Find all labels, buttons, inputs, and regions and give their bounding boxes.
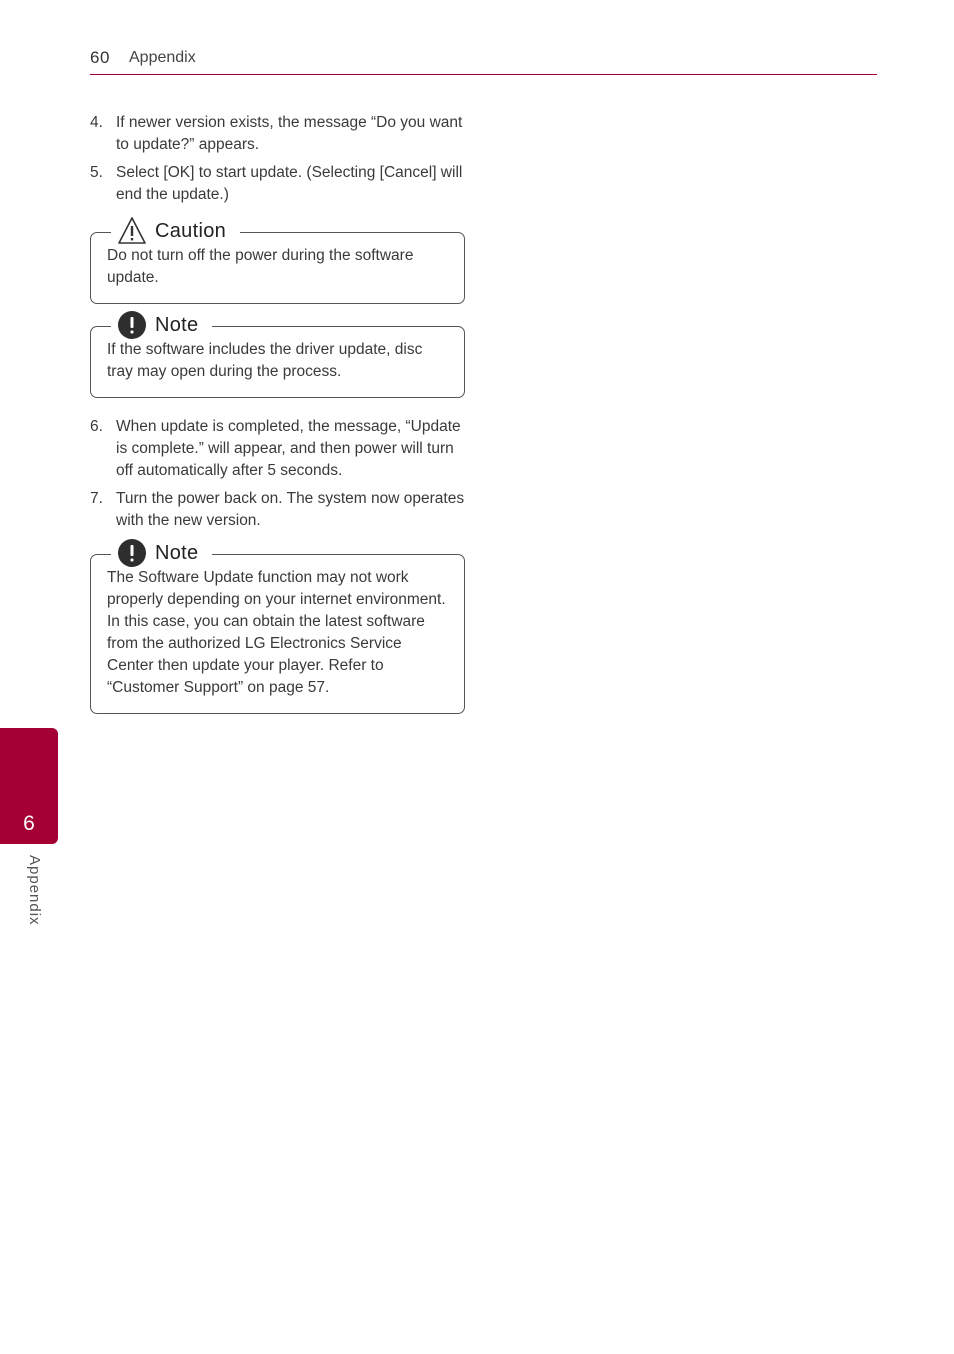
note-text: If the software includes the driver update, disc tray may open during the process.: [107, 341, 423, 380]
chapter-tab: [0, 728, 58, 844]
header-divider: [90, 74, 877, 75]
exclamation-circle-icon: [117, 310, 147, 340]
step-number: 7.: [90, 490, 103, 507]
list-item: [90, 416, 465, 482]
page-header: [90, 48, 877, 76]
step-number: 6.: [90, 418, 103, 435]
main-column: [90, 112, 465, 732]
section-title: Appendix: [129, 49, 196, 66]
caution-text: Do not turn off the power during the software update.: [107, 247, 414, 286]
list-item: [90, 112, 465, 156]
exclamation-circle-icon: [117, 538, 147, 568]
step-text: Turn the power back on. The system now operates with the new version.: [116, 490, 465, 529]
chapter-label: Appendix: [26, 855, 43, 926]
warning-triangle-icon: [117, 216, 147, 246]
step-text: If newer version exists, the message “Do you want to update?” appears.: [116, 114, 463, 153]
list-item: [90, 162, 465, 206]
step-number: 5.: [90, 164, 103, 181]
step-number: 4.: [90, 114, 103, 131]
note-heading: [111, 538, 212, 568]
caution-title: Caution: [155, 219, 227, 242]
note-heading: [111, 310, 212, 340]
chapter-number: 6: [23, 812, 35, 835]
note-box: [90, 313, 465, 398]
list-item: [90, 488, 465, 532]
step-text: Select [OK] to start update. (Selecting [Cancel] will end the update.): [116, 164, 463, 203]
caution-heading: [111, 216, 240, 246]
caution-box: [90, 219, 465, 304]
note-title: Note: [155, 313, 199, 336]
page-number: 60: [90, 48, 110, 67]
note-text: The Software Update function may not work properly depending on your internet environment. In this case, you can obtain the latest software from the authorized LG Electronics Service Center then update your player. Refer to “Customer Support” on page 57.: [107, 569, 446, 696]
step-text: When update is completed, the message, “Update is complete.” will appear, and then power will turn off automatically after 5 seconds.: [116, 418, 461, 479]
note-box: [90, 541, 465, 714]
note-title: Note: [155, 541, 199, 564]
